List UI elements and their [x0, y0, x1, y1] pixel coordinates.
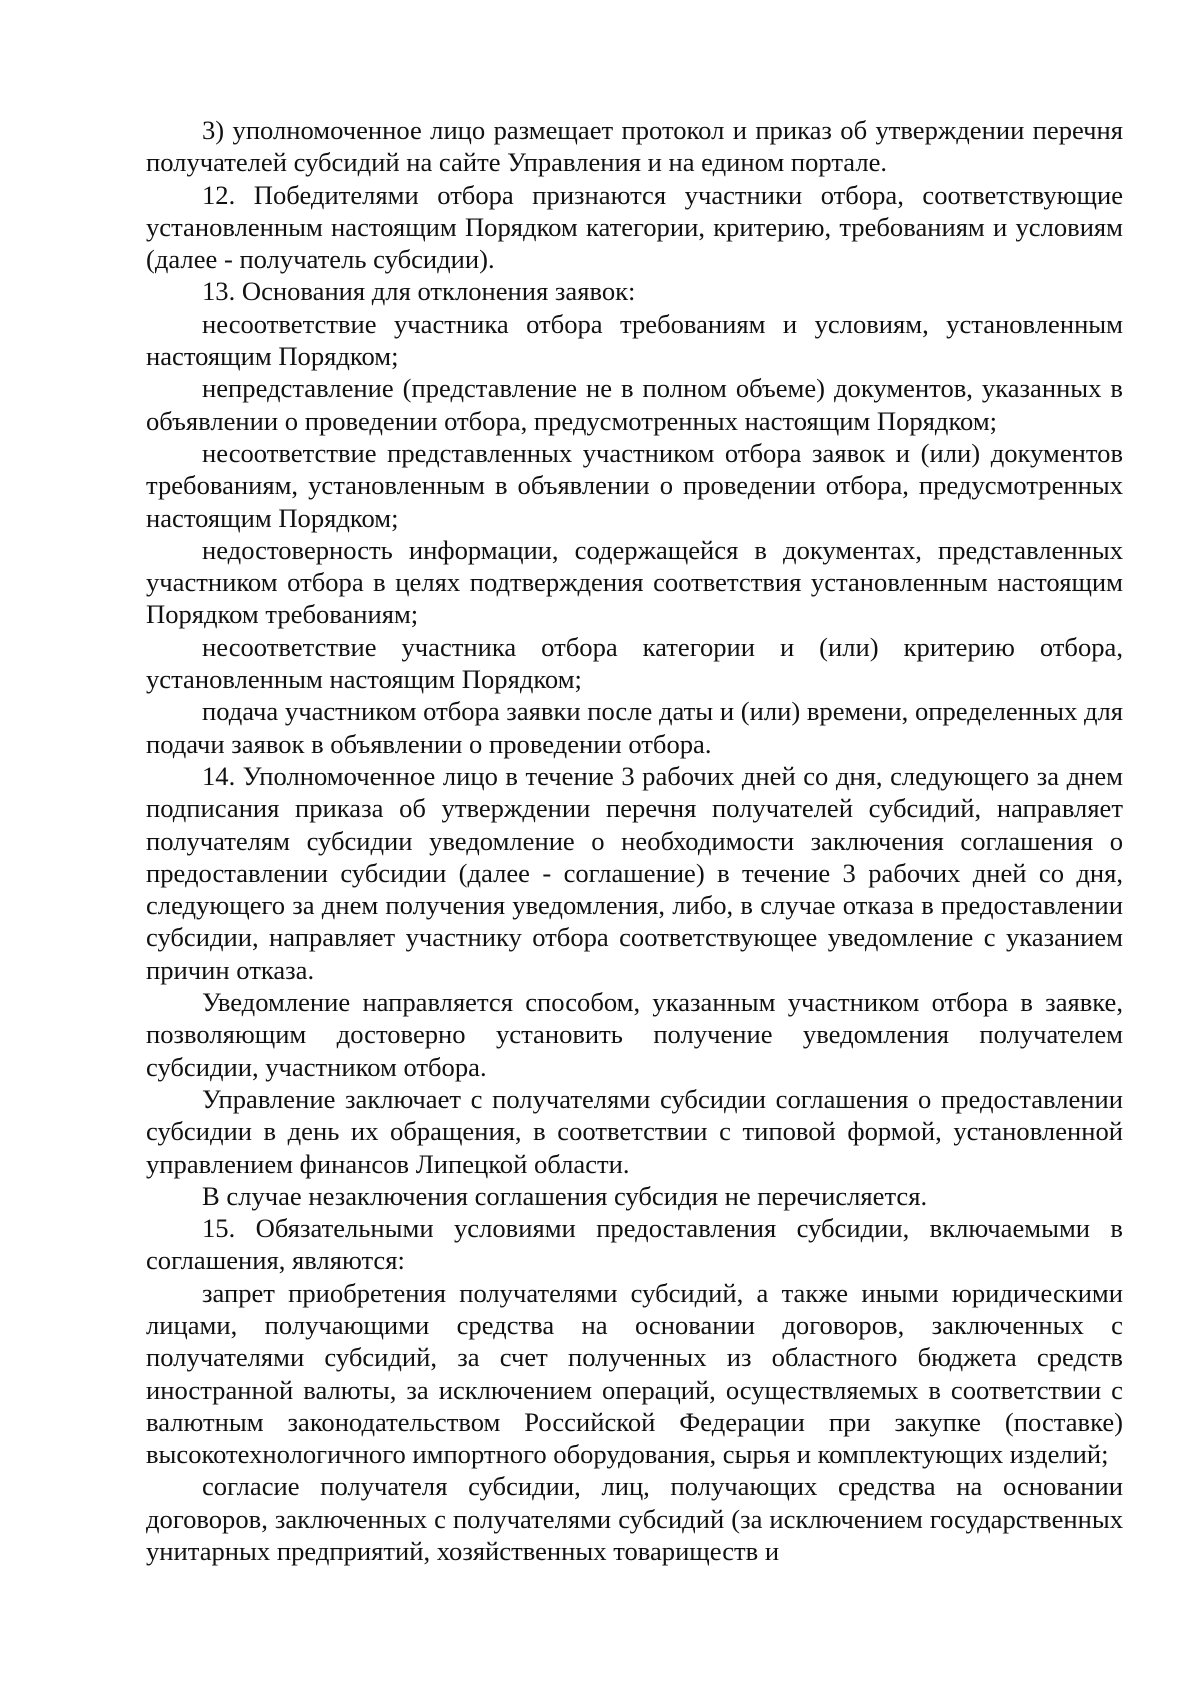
- paragraph-rejection-unreliable-info: недостоверность информации, содержащейся в документах, представленных участником отбора в целях подтверждения соответствия установленным настоящим Порядком требованиям;: [146, 534, 1123, 630]
- paragraph-item-3-publication: 3) уполномоченное лицо размещает протокол и приказ об утверждении перечня получателей субсидий на сайте Управления и на едином портале.: [146, 115, 1123, 178]
- document-body: [146, 114, 1123, 1567]
- paragraph-13-rejection-grounds: 13. Основания для отклонения заявок:: [202, 276, 636, 307]
- paragraph-15-mandatory-conditions: 15. Обязательными условиями предоставления субсидии, включаемыми в соглашения, являются:: [146, 1213, 1123, 1276]
- paragraph-rejection-missing-documents: непредставление (представление не в полном объеме) документов, указанных в объявлении о проведении отбора, предусмотренных настоящим Порядком;: [146, 373, 1123, 436]
- paragraph-notification-method: Уведомление направляется способом, указанным участником отбора в заявке, позволяющим достоверно установить получение уведомления получателем субсидии, участником отбора.: [146, 987, 1123, 1082]
- paragraph-agreement-conclusion: Управление заключает с получателями субсидии соглашения о предоставлении субсидии в день их обращения, в соответствии с типовой формой, установленной управлением финансов Липецкой области.: [146, 1083, 1123, 1179]
- paragraph-12-winners: 12. Победителями отбора признаются участники отбора, соответствующие установленным настоящим Порядком категории, критерию, требованиям и условиям (далее - получатель субсидии).: [146, 179, 1123, 275]
- paragraph-rejection-late-submission: подача участником отбора заявки после даты и (или) времени, определенных для подачи заявок в объявлении о проведении отбора.: [146, 696, 1123, 759]
- paragraph-no-agreement: В случае незаключения соглашения субсидия не перечисляется.: [202, 1180, 928, 1211]
- paragraph-currency-prohibition: запрет приобретения получателями субсидий, а также иными юридическими лицами, получающими средства на основании договоров, заключенных с получателями субсидий, за счет полученных из областного бюджета средств иностранной валюты, за исключением операций, осуществляемых в соответствии с валютным законодательством Российской Федерации при закупке (поставке) высокотехнологичного импортного оборудования, сырья и комплектующих изделий;: [146, 1277, 1123, 1470]
- paragraph-rejection-nonconformity: несоответствие участника отбора требованиям и условиям, установленным настоящим Порядком;: [146, 308, 1123, 372]
- paragraph-rejection-document-mismatch: несоответствие представленных участником отбора заявок и (или) документов требованиям, установленным в объявлении о проведении отбора, предусмотренных настоящим Порядком;: [146, 437, 1123, 533]
- paragraph-rejection-category-criterion: несоответствие участника отбора категории и (или) критерию отбора, установленным настоящим Порядком;: [146, 631, 1123, 695]
- paragraph-14-notification: 14. Уполномоченное лицо в течение 3 рабочих дней со дня, следующего за днем подписания приказа об утверждении перечня получателей субсидий, направляет получателям субсидии уведомление о необходимости заключения соглашения о предоставлении субсидии (далее - соглашение) в течение 3 рабочих дней со дня, следующего за днем получения уведомления, либо, в случае отказа в предоставлении субсидии, направляет участнику отбора соответствующее уведомление с указанием причин отказа.: [146, 760, 1123, 985]
- paragraph-recipient-consent: согласие получателя субсидии, лиц, получающих средства на основании договоров, заключенных с получателями субсидий (за исключением государственных унитарных предприятий, хозяйственных товариществ и: [146, 1471, 1123, 1567]
